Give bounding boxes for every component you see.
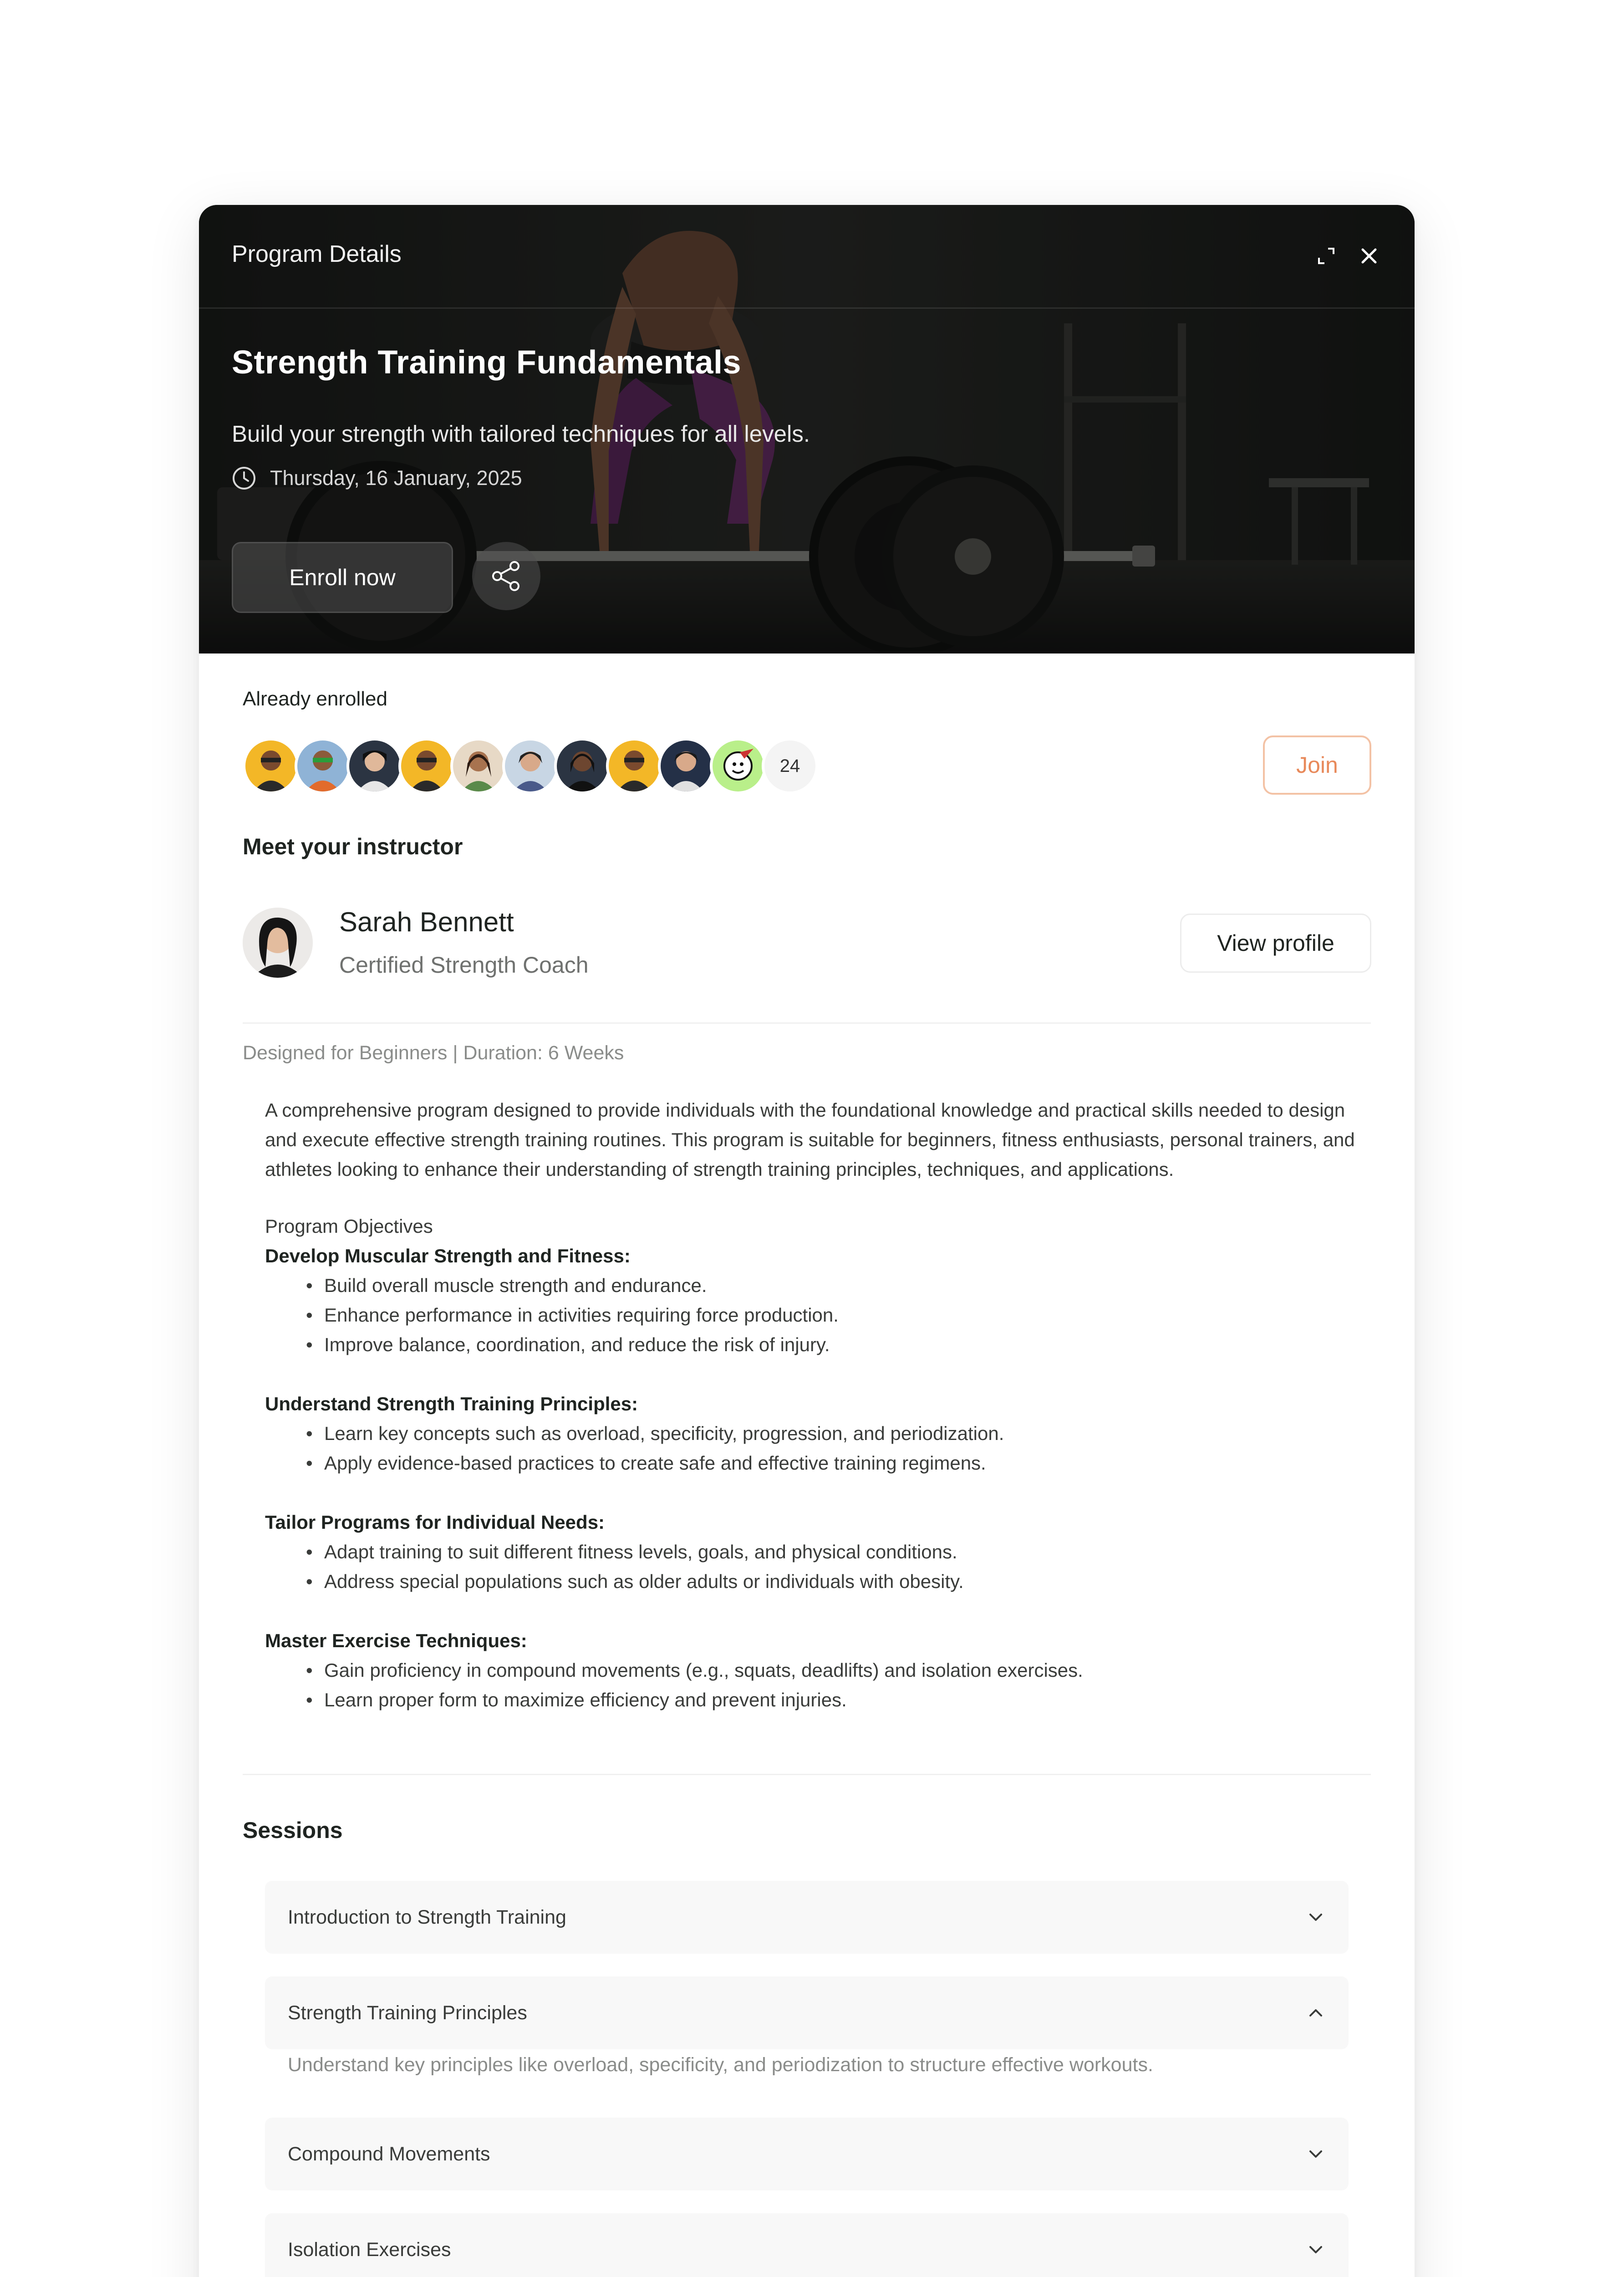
divider: [243, 1022, 1371, 1024]
session-label: Isolation Exercises: [288, 2239, 451, 2261]
instructor-avatar[interactable]: [243, 908, 313, 978]
already-enrolled-label: Already enrolled: [243, 688, 387, 710]
objective-list: [265, 1537, 1358, 1596]
share-button[interactable]: [472, 542, 540, 610]
list-item: • Learn proper form to maximize efficiency and prevent injuries.: [324, 1685, 1358, 1715]
objectives-heading: Program Objectives: [265, 1215, 433, 1237]
session-description: Understand key principles like overload, specificity, and periodization to structure effective workouts.: [288, 2054, 1153, 2076]
divider: [243, 1774, 1371, 1775]
objective-title: Master Exercise Techniques:: [265, 1630, 527, 1651]
hero-banner: [199, 205, 1415, 653]
modal-header-title: Program Details: [232, 241, 402, 267]
chevron-down-icon: [1306, 2240, 1326, 2260]
enrolled-count: 24: [762, 738, 818, 794]
avatar[interactable]: [295, 738, 351, 794]
program-objectives: [265, 1211, 1358, 1715]
list-item: • Enhance performance in activities requiring force production.: [324, 1300, 1358, 1330]
list-item: • Build overall muscle strength and endurance.: [324, 1271, 1358, 1300]
share-icon: [489, 559, 524, 593]
list-item: • Learn key concepts such as overload, specificity, progression, and periodization.: [324, 1419, 1358, 1448]
objective-list: [265, 1419, 1358, 1478]
list-item: • Improve balance, coordination, and reduce the risk of injury.: [324, 1330, 1358, 1359]
session-accordion-item[interactable]: [265, 2118, 1349, 2190]
avatar[interactable]: [502, 738, 559, 794]
objective-title: Tailor Programs for Individual Needs:: [265, 1511, 605, 1533]
session-label: Strength Training Principles: [288, 2002, 527, 2024]
avatar[interactable]: [710, 738, 766, 794]
session-accordion-item[interactable]: [265, 1976, 1349, 2049]
sessions-title: Sessions: [243, 1818, 343, 1843]
objective-title: Develop Muscular Strength and Fitness:: [265, 1245, 631, 1266]
avatar[interactable]: [243, 738, 299, 794]
clock-icon: [232, 466, 256, 490]
avatar[interactable]: [450, 738, 507, 794]
avatar[interactable]: [398, 738, 455, 794]
chevron-up-icon: [1306, 2003, 1326, 2023]
session-accordion-item[interactable]: [265, 1881, 1349, 1954]
avatar[interactable]: [658, 738, 714, 794]
list-item: • Gain proficiency in compound movements (e.g., squats, deadlifts) and isolation exercises.: [324, 1655, 1358, 1685]
course-subtitle: Build your strength with tailored techniques for all levels.: [232, 421, 810, 447]
instructor-name: Sarah Bennett: [339, 907, 514, 937]
view-profile-button[interactable]: View profile: [1180, 914, 1371, 973]
program-description: A comprehensive program designed to provide individuals with the foundational knowledge and practical skills needed to design and execute effective strength training routines. This program is suitable for beginners, fitness enthusiasts, personal trainers, and athletes looking to enhance their understanding of strength training principles, techniques, and applications.: [265, 1099, 1355, 1180]
date-text: Thursday, 16 January, 2025: [270, 466, 522, 490]
avatar[interactable]: [346, 738, 403, 794]
expand-icon[interactable]: [1317, 247, 1335, 265]
course-title: Strength Training Fundamentals: [232, 344, 742, 381]
hero-enroll-button[interactable]: Enroll now: [232, 542, 453, 613]
session-accordion-item[interactable]: [265, 2213, 1349, 2277]
list-item: • Adapt training to suit different fitness levels, goals, and physical conditions.: [324, 1537, 1358, 1567]
avatar[interactable]: [554, 738, 611, 794]
objective-list: [265, 1655, 1358, 1715]
chevron-down-icon: [1306, 1907, 1326, 1927]
join-button[interactable]: Join: [1263, 735, 1371, 795]
hero-controls: [1317, 247, 1378, 265]
instructor-role: Certified Strength Coach: [339, 952, 589, 978]
list-item: • Address special populations such as older adults or individuals with obesity.: [324, 1567, 1358, 1596]
objective-title: Understand Strength Training Principles:: [265, 1393, 638, 1414]
program-details-modal: [199, 205, 1415, 2277]
avatar[interactable]: [606, 738, 662, 794]
course-date: [232, 466, 522, 490]
close-icon[interactable]: [1360, 247, 1378, 265]
program-meta: Designed for Beginners | Duration: 6 Weeks: [243, 1042, 624, 1064]
enrolled-avatars: [243, 738, 818, 794]
chevron-down-icon: [1306, 2144, 1326, 2164]
objective-list: [265, 1271, 1358, 1359]
list-item: • Apply evidence-based practices to create safe and effective training regimens.: [324, 1448, 1358, 1478]
instructor-section-title: Meet your instructor: [243, 834, 463, 859]
session-label: Compound Movements: [288, 2143, 490, 2165]
session-label: Introduction to Strength Training: [288, 1906, 566, 1928]
